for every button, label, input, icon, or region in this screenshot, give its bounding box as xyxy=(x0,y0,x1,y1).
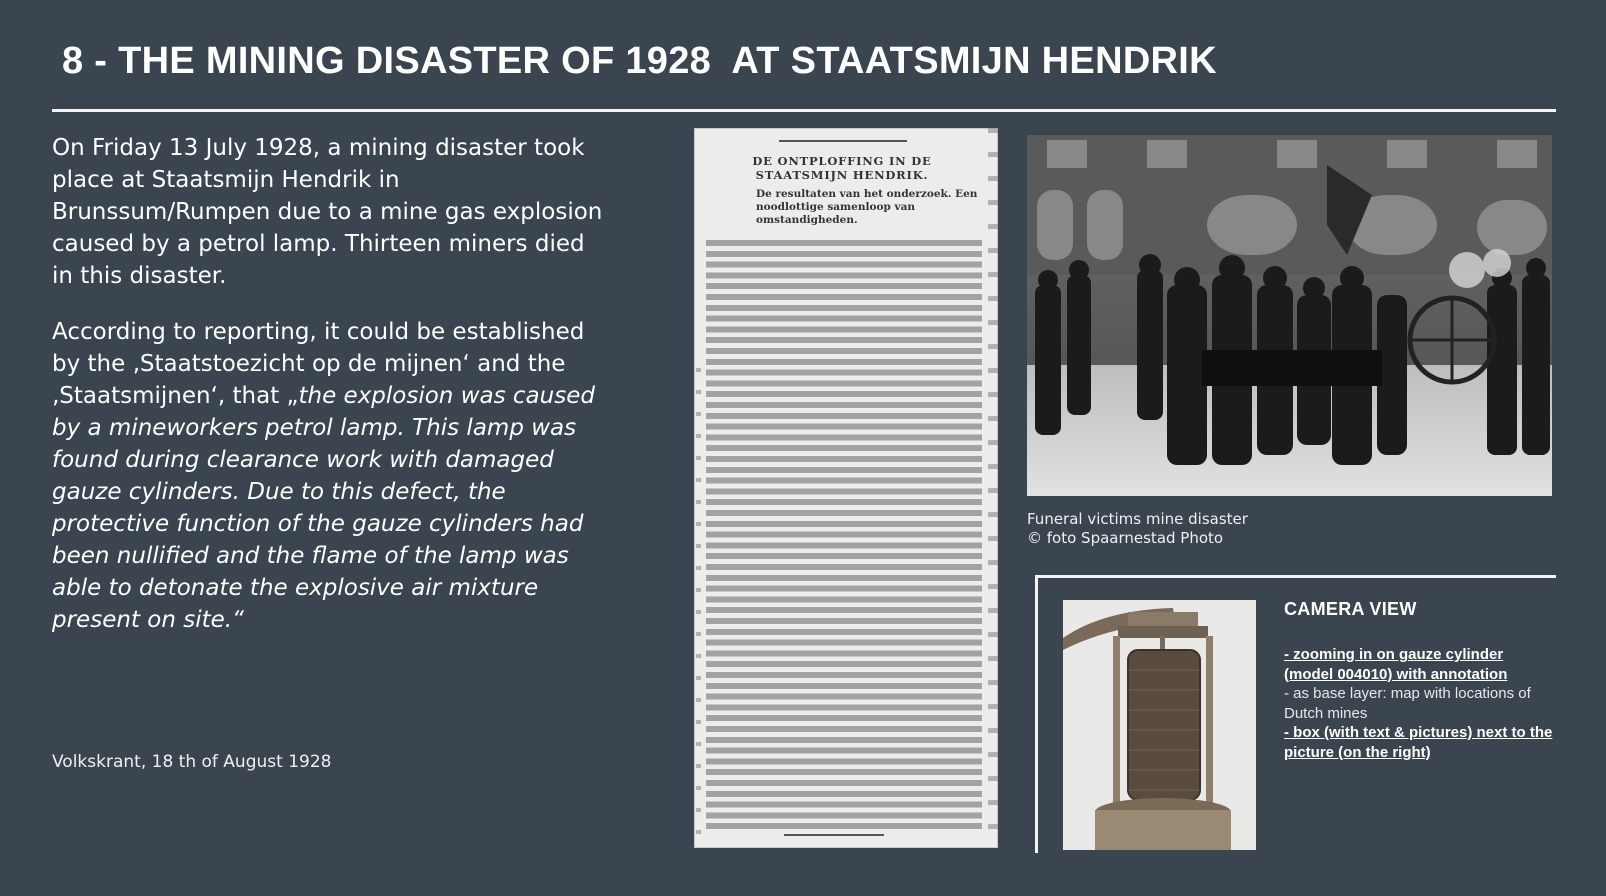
body-text xyxy=(52,132,612,636)
report-quote: the explosion was caused by a mineworkers petrol lamp. This lamp was found during clearance work with damaged gauze cylinders. Due to this defect, the protective function of the gauze cylinders had been nullified and the flame of the lamp was able to detonate the explosive air mixture present on site.“ xyxy=(52,383,595,633)
report-intro: According to reporting, it could be established by the ‚Staatstoezicht op de mijnen‘ and the ‚Staatsmijnen‘, that „ xyxy=(52,319,585,409)
newspaper-clipping-image xyxy=(694,128,998,848)
clipping-prev-column xyxy=(696,368,701,838)
camera-view-heading: CAMERA VIEW xyxy=(1284,599,1417,619)
camera-view-item-zoom[interactable]: - zooming in on gauze cylinder (model 004010) with annotation xyxy=(1284,646,1508,683)
clipping-article-text xyxy=(706,240,982,830)
camera-box-top-border xyxy=(1035,575,1556,578)
clipping-top-rule xyxy=(779,140,907,142)
safety-lamp-photo xyxy=(1063,600,1256,850)
clipping-headline: DE ONTPLOFFING IN DE STAATSMIJN HENDRIK. xyxy=(752,154,932,182)
clipping-subheading: De resultaten van het onderzoek. Een noodlottige samenloop van omstandigheden. xyxy=(756,188,978,226)
funeral-photo xyxy=(1027,135,1552,496)
intro-paragraph: On Friday 13 July 1928, a mining disaster took place at Staatsmijn Hendrik in Brunssum/Rumpen due to a mine gas explosion caused by a petrol lamp. Thirteen miners died in this disaster. xyxy=(52,135,603,289)
camera-view-item-box[interactable]: - box (with text & pictures) next to the picture (on the right) xyxy=(1284,724,1553,761)
camera-view-item-base-layer: - as base layer: map with locations of Dutch mines xyxy=(1284,685,1531,722)
camera-box-left-border xyxy=(1035,575,1038,853)
camera-view-list xyxy=(1284,645,1554,762)
clipping-next-column xyxy=(988,128,998,848)
source-citation: Volkskrant, 18 th of August 1928 xyxy=(52,752,332,772)
title-divider xyxy=(52,109,1556,112)
photo-caption-title: Funeral victims mine disaster xyxy=(1027,510,1248,528)
photo-credit: © foto Spaarnestad Photo xyxy=(1027,529,1224,547)
report-paragraph xyxy=(52,316,612,636)
page-title: 8 - THE MINING DISASTER OF 1928 AT STAATSMIJN HENDRIK xyxy=(62,40,1217,82)
photo-caption xyxy=(1027,510,1427,548)
clipping-bottom-rule xyxy=(784,834,884,836)
